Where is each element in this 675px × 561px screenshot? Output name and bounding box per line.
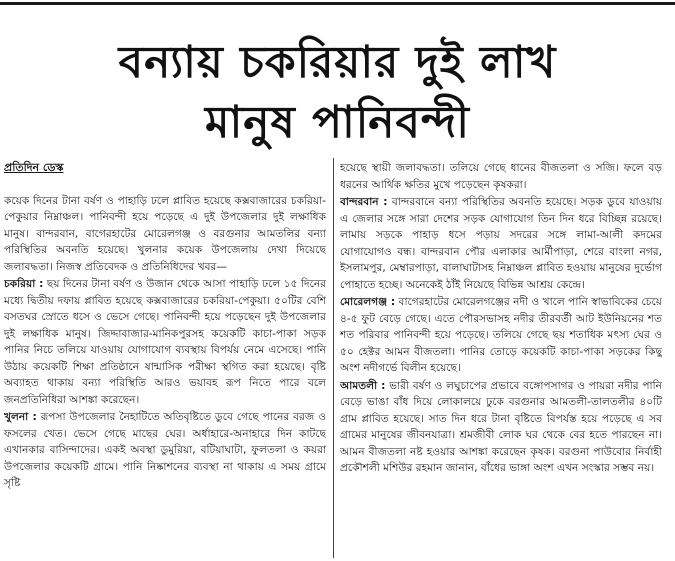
location-label: মোরেলগঞ্জ : [340,296,396,308]
headline-line-1: বন্যায় চকরিয়ার দুই লাখ [118,37,557,88]
paragraph-text: রূপসা উপজেলার নৈহাটিতে অতিবৃষ্টিতে ডুবে গেছে পানের বরজ ও ফসলের খেত। ভেসে গেছে মাছের ঘের। অর্ধাহারে-অনাহারে দিন কাটছে এখানকার বাসিন্দাদের। একই অবস্থা ডুমুরিয়া, বটিয়াঘাটা, ফুলতলা ও কয়রা উপজেলার কয়েকটি গ্রামে। পানি নিষ্কাশনের ব্যবস্থা না থাকায় এ সময় গ্রামে সৃষ্টি [4,411,326,489]
paragraph-chakaria [4,276,326,408]
paragraph-morrelganj [340,294,662,377]
headline-line-2: মানুষ পানিবন্দী [205,97,470,148]
location-label: আমতলী : [340,379,386,392]
column-divider [333,158,334,558]
paragraph-amtali [340,378,662,477]
top-rule [0,2,675,5]
paragraph-text: ছয় দিনের টানা বর্ষণ ও উজান থেকে আসা পাহাড়ি ঢলে ১৫ দিনের মধ্যে দ্বিতীয় দফায় প্লাবিত হয়েছে কক্সবাজারের চকরিয়া-পেকুয়া। ৫০টির বেশি বসতঘর স্রোতে ধসে ও ভেসে গেছে। পানিবন্দী হয়ে পড়েছেন দুই উপজেলার দুই লক্ষাধিক মানুষ। জিদ্দাবাজার-মানিকপুরসহ কয়েকটি কাচা-পাকা সড়ক পানির নিচে তলিয়ে যাওয়ায় যোগাযোগ ব্যবস্থায় বিপর্যয় নেমে এসেছে। পানি উঠায় কয়েকটি শিক্ষা প্রতিষ্ঠানে ষান্মাসিক পরীক্ষা স্থগিত করা হয়েছে। বৃষ্টি অব্যাহত থাকায় বন্যা পরিস্থিতি আরও ভয়াবহ রূপ নিতে পারে বলে জনপ্রতিনিধিরা আশঙ্কা করেছেন। [4,278,326,406]
paragraph-text: বান্দরবানে বন্যা পরিস্থিতির অবনতি হয়েছে। সড়ক ডুবে যাওয়ায় এ জেলার সঙ্গে সারা দেশের সড়ক যোগাযোগ তিন দিন ধরে বিচ্ছিন্ন রয়েছে। লামায় সড়কে পাহাড় ধসে পড়ায় সদরের সঙ্গে লামা-আলী কদমের যোগাযোগও বন্ধ। বান্দরবান পৌর এলাকার আর্মীপাড়া, শেরে বাংলা নগর, ইসলামপুর, মেম্বারপাড়া, বালাঘাটাসহ নিম্নাঞ্চল প্লাবিত হওয়ায় মানুষের দুর্ভোগ পোহাতে হচ্ছে। অনেকেই ঠাঁই নিয়েছে বিভিন্ন আশ্রয় কেন্দ্রে। [340,196,662,291]
article-column-right [340,160,662,558]
location-label: বান্দরবান : [340,196,388,208]
location-label: খুলনা : [4,411,37,423]
paragraph-continued [340,160,662,193]
article-column-left [4,160,326,558]
paragraph-bandarban [340,194,662,293]
paragraph-text: বাগেরহাটের মোরেলগঞ্জের নদী ও খালে পানি স্বাভাবিকের চেয়ে ৪-৫ ফুট বেড়ে গেছে। এতে পৌরসভাসহ নদীর তীরবর্তী আট ইউনিয়নের শত শত পরিবার পানিবন্দী হয়ে পড়েছে। তলিয়ে গেছে ছয় শতাধিক মৎস্য ঘের ও ৫০ হেক্টর আমন বীজতলা। পানির তোড়ে কয়েকটি কাচা-পাকা সড়কের কিছু অংশ নদীগর্ভে বিলীন হয়েছে। [340,296,662,374]
paragraph-text: কয়েক দিনের টানা বর্ষণ ও পাহাড়ি ঢলে প্লাবিত হয়েছে কক্সবাজারের চকরিয়া-পেকুয়ার নিম্নাঞ্চল। পানিবন্দী হয়ে পড়েছে এ দুই উপজেলার দুই লক্ষাধিক মানুষ। বান্দরবান, বাগেরহাটের মোরেলগঞ্জ ও বরগুনার আমতলির বন্যা পরিস্থিতির অবনতি হয়েছে। খুলনার কয়েক উপজেলায় দেখা দিয়েছে জলাবদ্ধতা। নিজস্ব প্রতিবেদক ও প্রতিনিধিদের খবর— [4,194,326,273]
location-label: চকরিয়া : [4,278,44,290]
byline: প্রতিদিন ডেস্ক [4,161,64,174]
paragraph-khulna [4,409,326,492]
paragraph-text: ভারী বর্ষণ ও লঘুচাপের প্রভাবে বঙ্গোপসাগর ও পায়রা নদীর পানি বেড়ে ভাঙা বাঁধ দিয়ে লোকালয়ে ঢুকে বরগুনার আমতলী-তালতলীর ৪০টি গ্রাম প্লাবিত হয়েছে। সাত দিন ধরে টানা বৃষ্টিতে বিপর্যস্ত হয়ে পড়েছে এ সব গ্রামের মানুষের জীবনযাত্রা। শ্রমজীবী লোক ঘর থেকে বের হতে পারছেন না। আমন বীজতলা নষ্ট হওয়ার আশঙ্কা করেছেন কৃষক। বরগুনা পাউবোর নির্বাহী প্রকৌশলী মশিউর রহমান জানান, বাঁধের ভাঙ্গা অংশ এখন সংস্কার সম্ভব নয়। [340,379,662,474]
paragraph-intro [4,193,326,276]
paragraph-text: হয়েছে স্থায়ী জলাবদ্ধতা। তলিয়ে গেছে ধানের বীজতলা ও সজি। ফলে বড় ধরনের আর্থিক ক্ষতির মুখে পড়েছেন কৃষকরা। [340,162,662,191]
